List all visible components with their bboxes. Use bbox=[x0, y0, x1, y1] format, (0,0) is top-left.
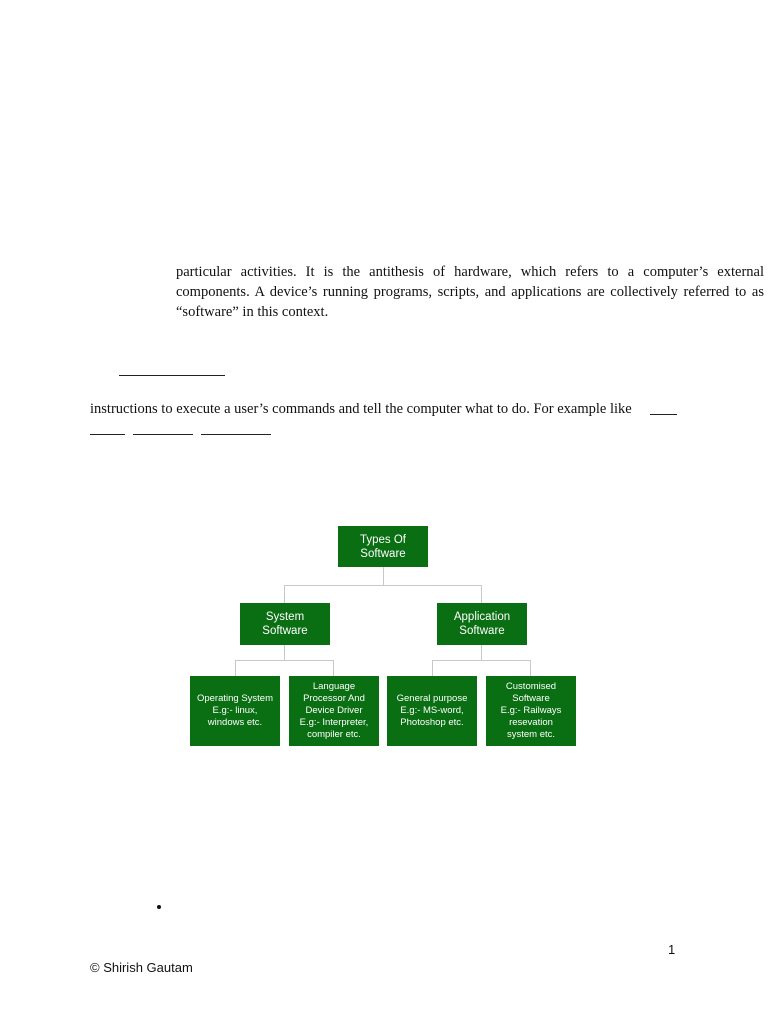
connector-line bbox=[235, 660, 236, 676]
copyright-footer: © Shirish Gautam bbox=[90, 960, 193, 975]
node-label: Operating System E.g:- linux, windows etc. bbox=[196, 693, 274, 728]
paragraph-software-definition bbox=[90, 262, 764, 322]
node-label: Customised Software E.g:- Railways resevation system etc. bbox=[500, 681, 562, 740]
connector-line bbox=[284, 644, 285, 660]
node-label: Application Software bbox=[453, 611, 511, 637]
connector-line bbox=[333, 660, 334, 676]
node-operating-system bbox=[190, 676, 280, 746]
connector-line bbox=[432, 660, 531, 661]
bullet-point bbox=[157, 905, 161, 909]
node-application-software bbox=[437, 603, 527, 645]
node-language-processor bbox=[289, 676, 379, 746]
page-number: 1 bbox=[668, 942, 676, 957]
blank-underline bbox=[201, 434, 271, 435]
node-label: System Software bbox=[262, 611, 308, 637]
connector-line bbox=[383, 567, 384, 585]
blank-underline bbox=[650, 414, 677, 415]
blank-underline bbox=[90, 434, 125, 435]
node-label: Language Processor And Device Driver E.g:- Interpreter, compiler etc. bbox=[299, 681, 369, 740]
node-system-software bbox=[240, 603, 330, 645]
blank-underline bbox=[119, 375, 225, 376]
paragraph-text: instructions to execute a user’s commands and tell the computer what to do. For example like bbox=[90, 401, 632, 417]
connector-line bbox=[284, 585, 285, 604]
node-general-purpose bbox=[387, 676, 477, 746]
connector-line bbox=[481, 585, 482, 604]
paragraph-text: particular activities. It is the antithesis of hardware, which refers to a computer’s external components. A device’s running programs, scripts, and applications are collectively referred to as “software” in this context. bbox=[176, 264, 764, 320]
connector-line bbox=[481, 644, 482, 660]
connector-line bbox=[235, 660, 334, 661]
connector-line bbox=[284, 585, 482, 586]
blank-underline bbox=[133, 434, 193, 435]
connector-line bbox=[432, 660, 433, 676]
node-label: General purpose E.g:- MS-word, Photoshop etc. bbox=[396, 693, 468, 728]
connector-line bbox=[530, 660, 531, 676]
node-customised-software bbox=[486, 676, 576, 746]
node-label: Types Of Software bbox=[359, 533, 407, 560]
node-types-of-software bbox=[338, 526, 428, 567]
paragraph-software-instructions bbox=[90, 399, 678, 419]
